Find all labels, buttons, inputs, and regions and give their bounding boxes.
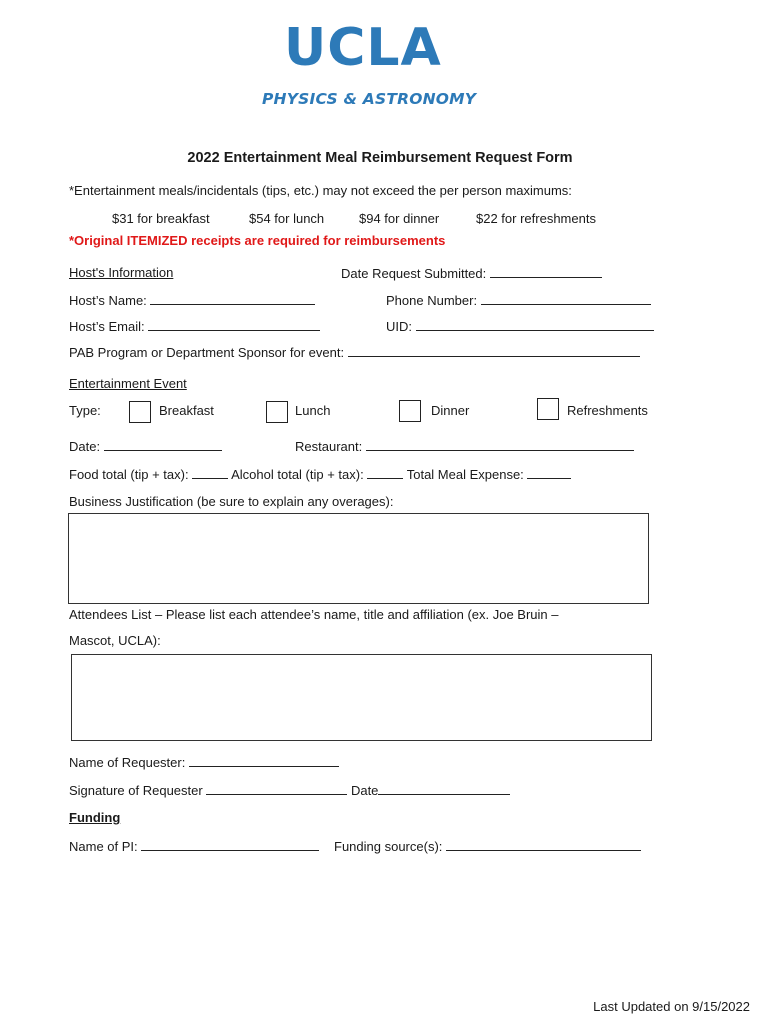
limit-dinner: $94 for dinner [359, 211, 440, 226]
alcohol-total-field[interactable] [367, 466, 403, 479]
host-email-label: Host’s Email: [69, 319, 145, 334]
date-submitted-label: Date Request Submitted: [341, 266, 487, 281]
restaurant-row [295, 438, 634, 454]
dinner-checkbox[interactable] [399, 400, 421, 422]
totals-row [69, 466, 571, 482]
sponsor-field[interactable] [348, 344, 640, 357]
pi-field[interactable] [141, 838, 319, 851]
funding-source-label: Funding source(s): [334, 839, 443, 854]
host-info-heading: Host's Information [69, 265, 174, 280]
requester-signature-row [69, 782, 510, 798]
uid-field[interactable] [416, 318, 654, 331]
meal-expense-label: Total Meal Expense: [406, 467, 524, 482]
requester-name-row [69, 754, 339, 770]
meal-expense-field[interactable] [527, 466, 571, 479]
signature-date-label: Date [350, 783, 379, 798]
pi-label: Name of PI: [69, 839, 138, 854]
uid-label: UID: [386, 319, 412, 334]
limit-lunch: $54 for lunch [249, 211, 325, 226]
phone-field[interactable] [481, 292, 651, 305]
sponsor-label: PAB Program or Department Sponsor for event: [69, 345, 345, 360]
signature-label: Signature of Requester [69, 783, 203, 798]
attendees-label-line2: Mascot, UCLA): [69, 633, 161, 648]
host-name-row [69, 292, 315, 308]
pi-row [69, 838, 319, 854]
requester-name-label: Name of Requester: [69, 755, 186, 770]
food-total-label: Food total (tip + tax): [69, 467, 189, 482]
lunch-option-label: Lunch [295, 403, 331, 418]
logo-department: PHYSICS & ASTRONOMY [262, 90, 477, 108]
limit-breakfast: $31 for breakfast [112, 211, 210, 226]
justification-label: Business Justification (be sure to explain any overages): [69, 494, 394, 509]
breakfast-option-label: Breakfast [159, 403, 214, 418]
date-submitted-row [341, 265, 602, 281]
event-heading: Entertainment Event [69, 376, 187, 391]
dinner-option-label: Dinner [431, 403, 470, 418]
restaurant-label: Restaurant: [295, 439, 363, 454]
host-email-row [69, 318, 320, 334]
justification-textarea[interactable] [68, 513, 649, 604]
signature-field[interactable] [206, 782, 347, 795]
event-date-row [69, 438, 222, 454]
attendees-label-line1: Attendees List – Please list each attendee’s name, title and affiliation (ex. Joe Bruin – [69, 607, 559, 622]
receipts-warning: *Original ITEMIZED receipts are required for reimbursements [69, 233, 446, 248]
host-name-label: Host’s Name: [69, 293, 147, 308]
funding-source-field[interactable] [446, 838, 641, 851]
funding-source-row [334, 838, 641, 854]
sponsor-row [69, 344, 640, 360]
attendees-textarea[interactable] [71, 654, 652, 741]
date-submitted-field[interactable] [490, 265, 602, 278]
funding-heading: Funding [69, 810, 121, 825]
per-person-maximum-note: *Entertainment meals/incidentals (tips, etc.) may not exceed the per person maximums: [69, 183, 572, 198]
refreshments-checkbox[interactable] [537, 398, 559, 420]
phone-row [386, 292, 651, 308]
host-name-field[interactable] [150, 292, 315, 305]
phone-label: Phone Number: [386, 293, 478, 308]
breakfast-checkbox[interactable] [129, 401, 151, 423]
host-email-field[interactable] [148, 318, 320, 331]
requester-name-field[interactable] [189, 754, 339, 767]
event-date-field[interactable] [104, 438, 222, 451]
event-date-label: Date: [69, 439, 101, 454]
food-total-field[interactable] [192, 466, 228, 479]
signature-date-field[interactable] [378, 782, 510, 795]
uid-row [386, 318, 654, 334]
last-updated-footer: Last Updated on 9/15/2022 [593, 999, 750, 1014]
lunch-checkbox[interactable] [266, 401, 288, 423]
form-title: 2022 Entertainment Meal Reimbursement Request Form [187, 150, 573, 166]
type-label: Type: [69, 403, 101, 418]
alcohol-total-label: Alcohol total (tip + tax): [231, 467, 364, 482]
refreshments-option-label: Refreshments [567, 403, 648, 418]
limit-refreshments: $22 for refreshments [476, 211, 596, 226]
ucla-logo-wordmark: UCLA [284, 18, 442, 78]
restaurant-field[interactable] [366, 438, 634, 451]
